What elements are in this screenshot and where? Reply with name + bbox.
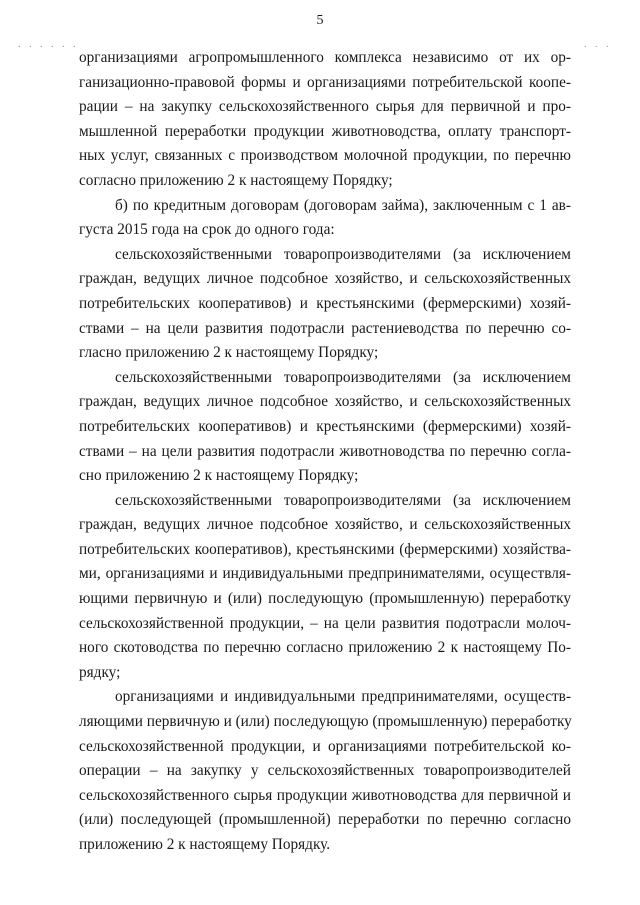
text-line: рядку;	[79, 663, 121, 681]
text-line: организациями агропромышленного комплекса независимо от их ор-	[79, 49, 571, 66]
text-line: согласно приложению 2 к настоящему Порядку;	[79, 171, 393, 189]
text-line: ных услуг, связанных с производством молочной продукции, по перечню	[79, 147, 571, 165]
text-line: ми, организациями и индивидуальными предпринимателями, осуществля-	[79, 565, 571, 583]
text-line: ного скотоводства по перечню согласно приложению 2 к настоящему По-	[79, 639, 571, 657]
text-line: граждан, ведущих личное подсобное хозяйство, и сельскохозяйственных	[79, 393, 571, 411]
scan-artifact-right: . . .	[584, 39, 612, 50]
text-line: потребительских кооперативов) и крестьянскими (фермерскими) хозяй-	[79, 294, 571, 312]
text-line: сельскохозяйственными товаропроизводителями (за исключением	[115, 368, 571, 386]
text-line: (или) последующей (промышленной) переработки по перечню согласно	[79, 811, 571, 829]
text-line: граждан, ведущих личное подсобное хозяйство, и сельскохозяйственных	[79, 516, 571, 534]
text-line: ганизационно-правовой формы и организациями потребительской коопе-	[79, 73, 571, 91]
text-line: ющими первичную и (или) последующую (промышленную) переработку	[79, 590, 571, 608]
text-line: граждан, ведущих личное подсобное хозяйство, и сельскохозяйственных	[79, 270, 571, 288]
document-body	[79, 46, 571, 858]
text-line: организациями и индивидуальными предпринимателями, осуществ-	[115, 688, 571, 706]
scan-artifact-left: . . . . . .	[18, 39, 79, 50]
text-line: приложению 2 к настоящему Порядку.	[79, 836, 331, 853]
text-line: ствами – на цели развития подотрасли животноводства по перечню согла-	[79, 442, 571, 460]
text-line: ляющими первичную и (или) последующую (промышленную) переработку	[79, 713, 572, 731]
text-line: сно приложению 2 к настоящему Порядку;	[79, 467, 359, 485]
text-line: сельскохозяйственной продукции, – на цели развития подотрасли молоч-	[79, 614, 571, 632]
text-line: сельскохозяйственными товаропроизводителями (за исключением	[115, 491, 571, 509]
text-line: сельскохозяйственной продукции, и организациями потребительской ко-	[79, 737, 571, 755]
text-line: гласно приложению 2 к настоящему Порядку;	[79, 344, 379, 362]
text-line: густа 2015 года на срок до одного года:	[79, 221, 335, 239]
text-line: мышленной переработки продукции животноводства, оплату транспорт-	[79, 122, 571, 140]
text-line: сельскохозяйственными товаропроизводителями (за исключением	[115, 245, 571, 263]
text-line: ствами – на цели развития подотрасли растениеводства по перечню со-	[79, 319, 571, 337]
text-line: б) по кредитным договорам (договорам займа), заключенным с 1 ав-	[115, 196, 571, 214]
text-line: рации – на закупку сельскохозяйственного сырья для первичной и про-	[79, 98, 571, 116]
text-line: операции – на закупку у сельскохозяйственных товаропроизводителей	[79, 762, 571, 780]
page-number: 5	[316, 13, 324, 28]
text-line: потребительских кооперативов), крестьянскими (фермерскими) хозяйства-	[79, 540, 571, 558]
text-line: сельскохозяйственного сырья продукции животноводства для первичной и	[79, 786, 571, 804]
text-line: потребительских кооперативов) и крестьянскими (фермерскими) хозяй-	[79, 417, 571, 435]
